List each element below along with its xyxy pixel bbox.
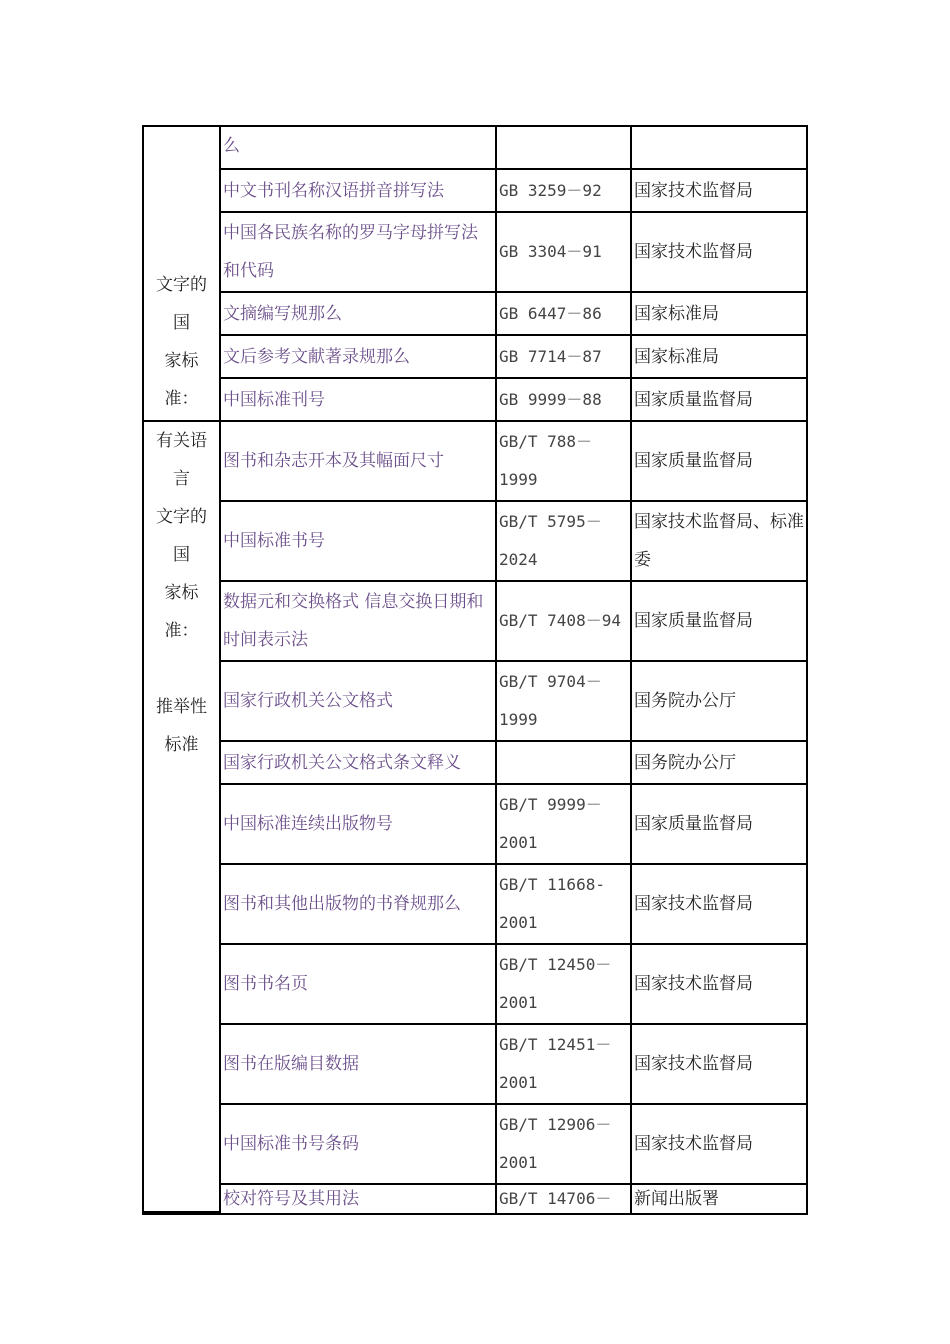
standard-name: 中国标准书号条码 (221, 1105, 497, 1185)
table-row (144, 1025, 806, 1105)
standard-code (497, 127, 632, 170)
table-row (144, 422, 806, 502)
table-row (144, 502, 806, 582)
issuing-org: 国家技术监督局 (632, 1105, 806, 1185)
standard-name: 文摘编写规那么 (221, 293, 497, 336)
issuing-org: 新闻出版署 (634, 1189, 719, 1209)
standard-code: GB/T 9704－1999 (497, 662, 632, 742)
standard-name: 校对符号及其用法 (221, 1185, 497, 1213)
standard-name: 国家行政机关公文格式条文释义 (221, 742, 497, 785)
table-row (144, 662, 806, 742)
issuing-org: 国家标准局 (632, 336, 806, 379)
standard-name: 图书和杂志开本及其幅面尺寸 (221, 422, 497, 502)
issuing-org: 国家技术监督局 (632, 945, 806, 1025)
standard-name: 么 (221, 127, 497, 170)
standard-code (497, 742, 632, 785)
standard-name: 中国标准刊号 (221, 379, 497, 422)
issuing-org: 国家质量监督局 (632, 785, 806, 865)
standard-code: GB/T 12451－2001 (497, 1025, 632, 1105)
table-row (144, 336, 806, 379)
table-row (144, 170, 806, 213)
issuing-org: 国家技术监督局 (632, 1025, 806, 1105)
standard-name: 图书书名页 (221, 945, 497, 1025)
issuing-org: 国家技术监督局 (632, 213, 806, 293)
standard-code: GB/T 5795－2024 (497, 502, 632, 582)
standards-table (142, 125, 808, 1215)
standard-name: 国家行政机关公文格式 (221, 662, 497, 742)
issuing-org: 国务院办公厅 (632, 662, 806, 742)
issuing-org: 国家技术监督局、标准委 (632, 502, 806, 582)
standard-name: 中国标准连续出版物号 (221, 785, 497, 865)
table-row (144, 127, 806, 170)
table-row (144, 379, 806, 422)
table-row (144, 945, 806, 1025)
standard-code: GB 7714－87 (497, 336, 632, 379)
issuing-org: 国务院办公厅 (632, 742, 806, 785)
table-row (144, 1185, 806, 1213)
table-row (144, 213, 806, 293)
standard-name: 中国标准书号 (221, 502, 497, 582)
issuing-org: 国家质量监督局 (632, 422, 806, 502)
standard-code: GB 6447－86 (497, 293, 632, 336)
table-row (144, 742, 806, 785)
standard-code: GB 3304－91 (497, 213, 632, 293)
standard-code: GB/T 788－1999 (497, 422, 632, 502)
issuing-org: 国家质量监督局 (632, 379, 806, 422)
table-row (144, 582, 806, 662)
issuing-org (632, 127, 806, 170)
standard-code: GB/T 14706－ (497, 1185, 632, 1213)
standard-code: GB/T 9999－2001 (497, 785, 632, 865)
category-cell-recommended-standards: 有关语 言 文字的 国 家标 准： 推举性 标准 (144, 422, 221, 1213)
table-row (144, 293, 806, 336)
issuing-org: 国家技术监督局 (632, 170, 806, 213)
standard-name: 数据元和交换格式 信息交换日期和时间表示法 (221, 582, 497, 662)
standard-code: GB/T 12906－2001 (497, 1105, 632, 1185)
standard-code: GB/T 12450－2001 (497, 945, 632, 1025)
table-row (144, 785, 806, 865)
category-cell-national-standards: 文字的 国 家标 准： (144, 127, 221, 422)
standard-name: 中国各民族名称的罗马字母拼写法和代码 (221, 213, 497, 293)
standard-code: GB/T 7408－94 (497, 582, 632, 662)
issuing-org: 国家标准局 (632, 293, 806, 336)
standard-code: GB 9999－88 (497, 379, 632, 422)
table-row (144, 865, 806, 945)
standard-name: 中文书刊名称汉语拼音拼写法 (221, 170, 497, 213)
table-row (144, 1105, 806, 1185)
standard-code: GB 3259－92 (497, 170, 632, 213)
standard-name: 图书在版编目数据 (221, 1025, 497, 1105)
standard-name: 文后参考文献著录规那么 (221, 336, 497, 379)
issuing-org: 国家技术监督局 (632, 865, 806, 945)
standard-code: GB/T 11668-2001 (497, 865, 632, 945)
issuing-org: 国家质量监督局 (632, 582, 806, 662)
standard-name: 图书和其他出版物的书脊规那么 (221, 865, 497, 945)
